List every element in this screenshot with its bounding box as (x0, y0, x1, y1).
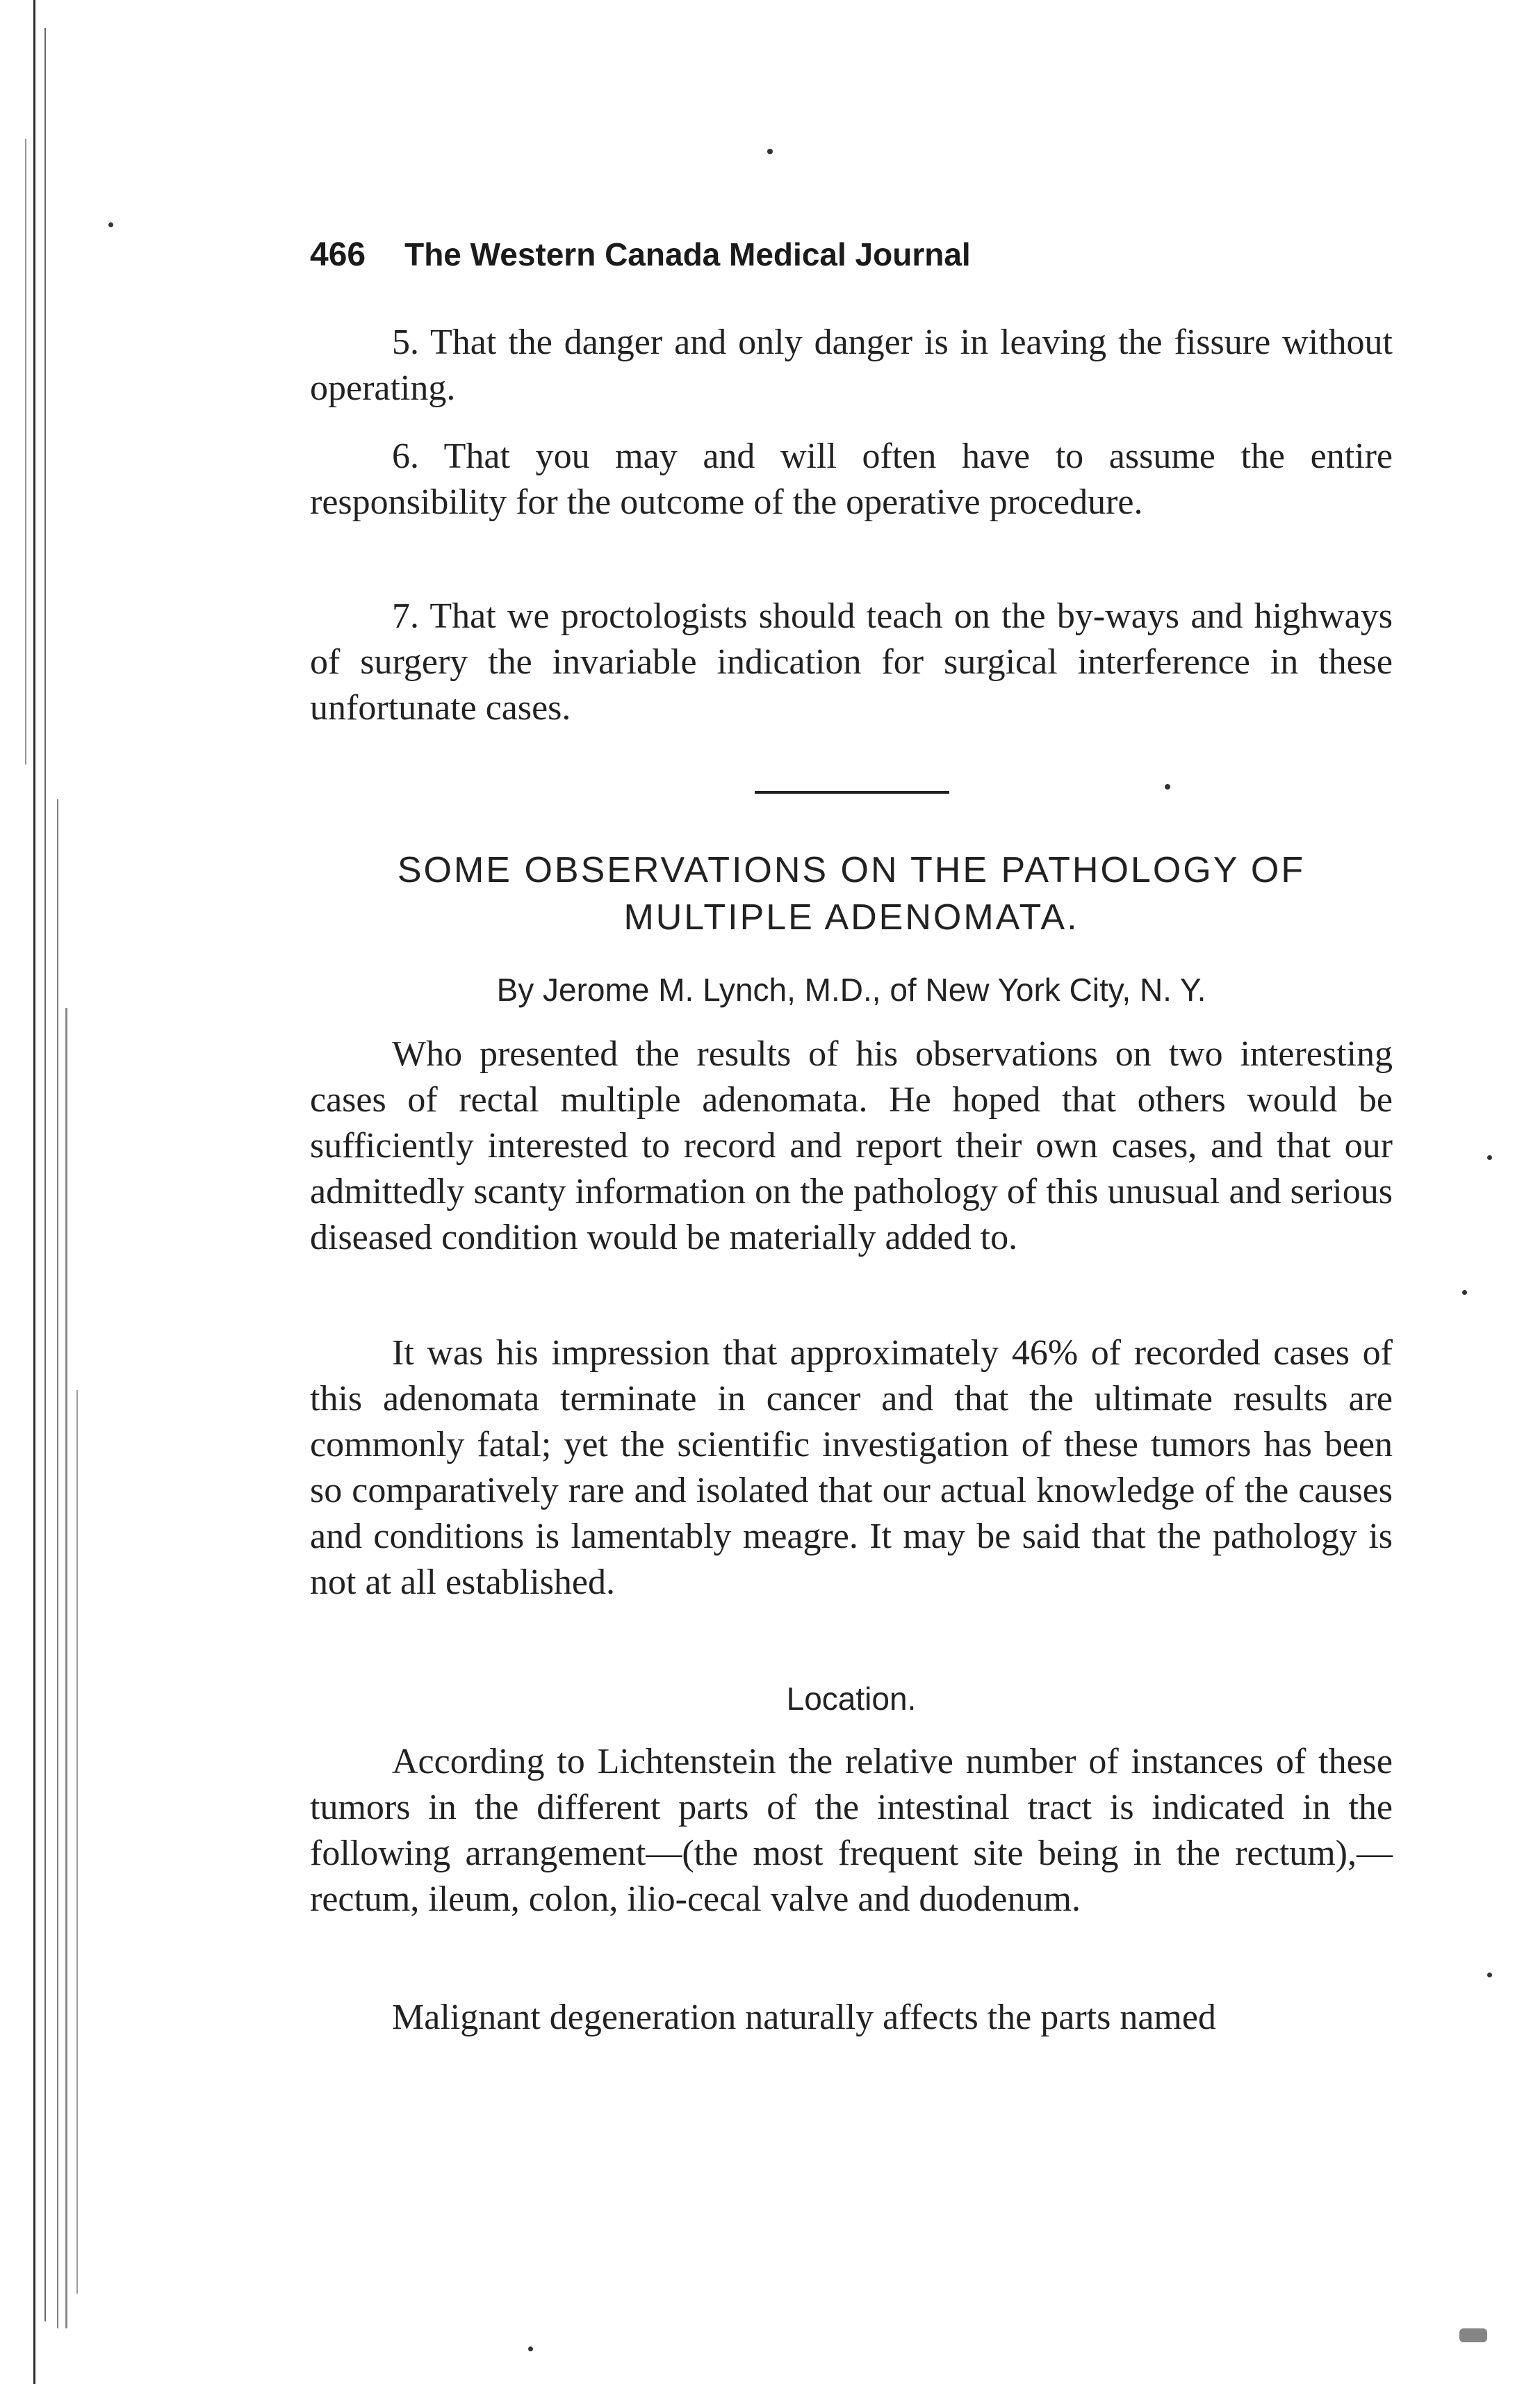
article-paragraph: It was his impression that approximately 46% of recorded cases of this adenomata terminate in cancer and that the ultimate results are commonly fatal; yet the scientific investigation of these tumors has been so comparatively rare and isolated that our actual knowledge of the causes and conditions is lamentably meagre. It may be said that the pathology is not at all established. (310, 1333, 1393, 1602)
scan-speck (1487, 1155, 1492, 1160)
article-title: SOME OBSERVATIONS ON THE PATHOLOGY OF MULTIPLE ADENOMATA. (397, 850, 1306, 938)
scan-speck (1165, 784, 1170, 790)
running-head (310, 227, 1248, 282)
section-paragraph: Malignant degeneration naturally affects the parts named (392, 1998, 1216, 2037)
scan-speck (1487, 1973, 1492, 1977)
article-paragraph: Who presented the results of his observations on two interesting cases of rectal multiple adenomata. He hoped that others would be sufficiently interested to record and report their own cases, and that our admittedly scanty information on the pathology of this unusual and serious diseased condition would be materially added to. (310, 1034, 1393, 1257)
section-paragraph: According to Lichtenstein the relative number of instances of these tumors in the different parts of the intestinal tract is indicated in the following arrangement—(the most frequent site being in the rectum),—rectum, ileum, colon, ilio-cecal valve and duodenum. (310, 1742, 1393, 1919)
scan-speck (1462, 1290, 1467, 1295)
conclusion-item-6: 6. That you may and will often have to assume the entire responsibility for the outcome of the operative procedure. (310, 436, 1393, 522)
conclusion-item-7: 7. That we proctologists should teach on the by-ways and highways of surgery the invariable indication for surgical interference in these unfortunate cases. (310, 596, 1393, 728)
scan-speck (767, 149, 773, 154)
page-number: 466 (310, 236, 366, 273)
scan-smudge (1459, 2328, 1487, 2342)
journal-title: The Western Canada Medical Journal (404, 236, 971, 272)
section-heading-location: Location. (786, 1681, 917, 1717)
scan-speck (108, 222, 113, 227)
conclusion-item-5: 5. That the danger and only danger is in leaving the fissure without operating. (310, 323, 1393, 408)
article-byline: By Jerome M. Lynch, M.D., of New York City, N. Y. (496, 972, 1206, 1008)
section-divider (755, 791, 949, 794)
scan-speck (528, 2346, 533, 2351)
